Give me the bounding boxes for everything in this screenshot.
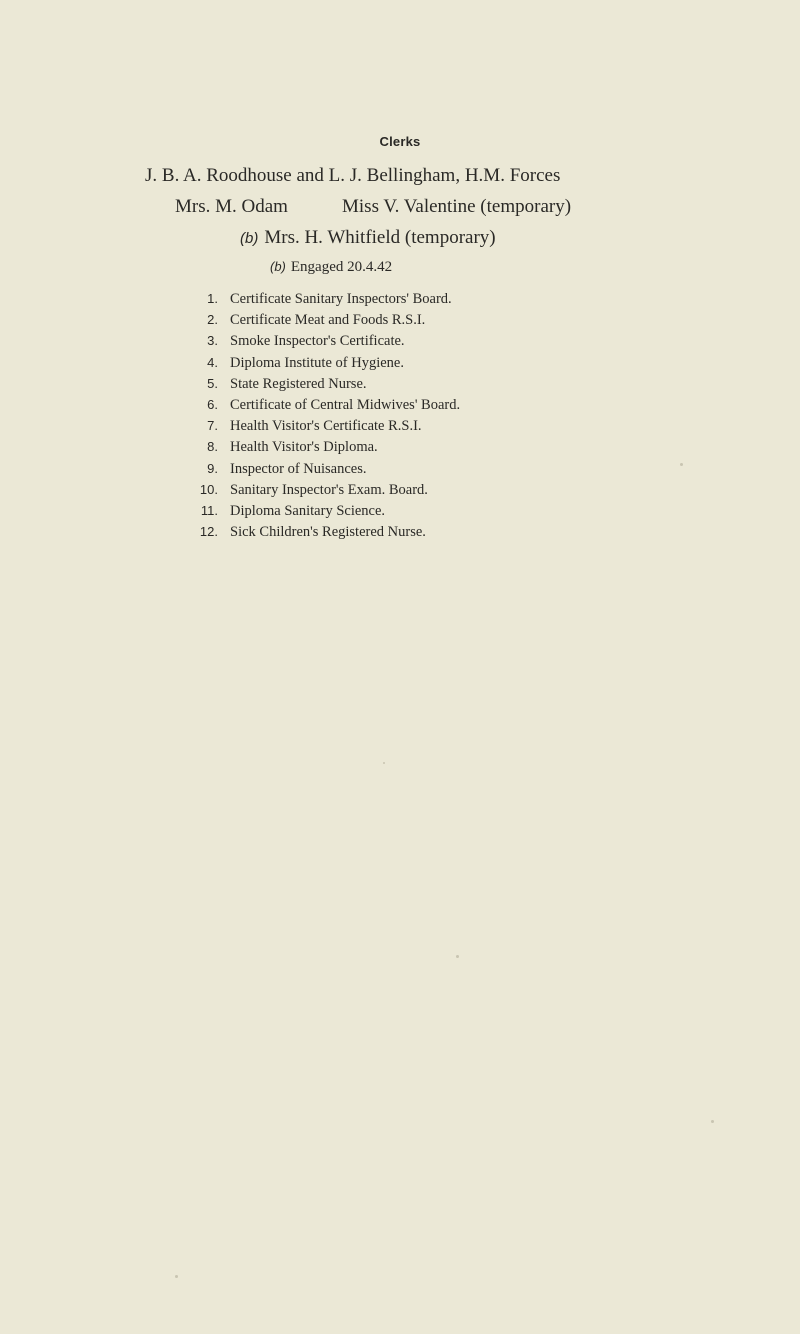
list-item-text: Certificate Sanitary Inspectors' Board. [230, 291, 452, 307]
paper-speck [711, 1120, 714, 1123]
list-item-text: Sanitary Inspector's Exam. Board. [230, 481, 428, 498]
list-item-text: Sick Children's Registered Nurse. [230, 524, 426, 541]
footnote-text: Engaged 20.4.42 [290, 259, 393, 275]
qualifications-list [190, 288, 460, 542]
list-item-text: Certificate of Central Midwives' Board. [230, 396, 461, 413]
list-item [190, 521, 460, 542]
list-item-text: State Registered Nurse. [230, 375, 367, 392]
paper-speck [680, 463, 683, 466]
list-item-number: 7. [207, 418, 218, 434]
list-item-number: 5. [207, 375, 218, 391]
list-item-number: 10. [199, 481, 218, 497]
list-item-text: Diploma Institute of Hygiene. [230, 354, 404, 371]
staff-line-forces: J. B. A. Roodhouse and L. J. Bellingham, H.M. Forces [145, 165, 561, 186]
list-item [190, 415, 460, 436]
list-item-number: 2. [207, 312, 218, 328]
list-item [190, 309, 460, 330]
list-item-number: 8. [207, 439, 218, 455]
list-item-number: 3. [207, 333, 218, 349]
list-item [190, 500, 460, 521]
list-item [190, 373, 460, 394]
staff-line-whitfield [240, 227, 496, 249]
list-item [190, 394, 460, 415]
list-item [190, 288, 460, 309]
list-item-text: Certificate Meat and Foods R.S.I. [230, 312, 426, 329]
list-item-number: 4. [207, 354, 218, 370]
list-item [190, 458, 460, 479]
list-item-number: 6. [207, 396, 218, 412]
list-item-number: 11. [200, 502, 218, 518]
list-item-number: 1. [207, 291, 218, 306]
staff-line-whitfield-text: Mrs. H. Whitfield (temporary) [264, 227, 496, 248]
paper-speck [175, 1275, 178, 1278]
section-heading: Clerks [379, 134, 421, 149]
footnote-mark: (b) [240, 230, 259, 247]
footnote-mark: (b) [270, 259, 286, 274]
staff-line-valentine: Miss V. Valentine (temporary) [342, 196, 572, 217]
list-item-number: 9. [207, 460, 218, 476]
list-item [190, 352, 460, 373]
list-item [190, 330, 460, 351]
list-item-text: Smoke Inspector's Certificate. [230, 333, 405, 350]
footnote [270, 259, 392, 276]
list-item [190, 479, 460, 500]
paper-speck [383, 762, 385, 764]
list-item [190, 436, 460, 457]
paper-speck [456, 955, 459, 958]
list-item-text: Inspector of Nuisances. [230, 460, 367, 477]
list-item-text: Health Visitor's Certificate R.S.I. [230, 418, 422, 435]
list-item-text: Diploma Sanitary Science. [230, 502, 386, 519]
list-item-text: Health Visitor's Diploma. [230, 439, 378, 456]
list-item-number: 12. [199, 524, 218, 540]
staff-line-odam: Mrs. M. Odam [175, 196, 288, 217]
